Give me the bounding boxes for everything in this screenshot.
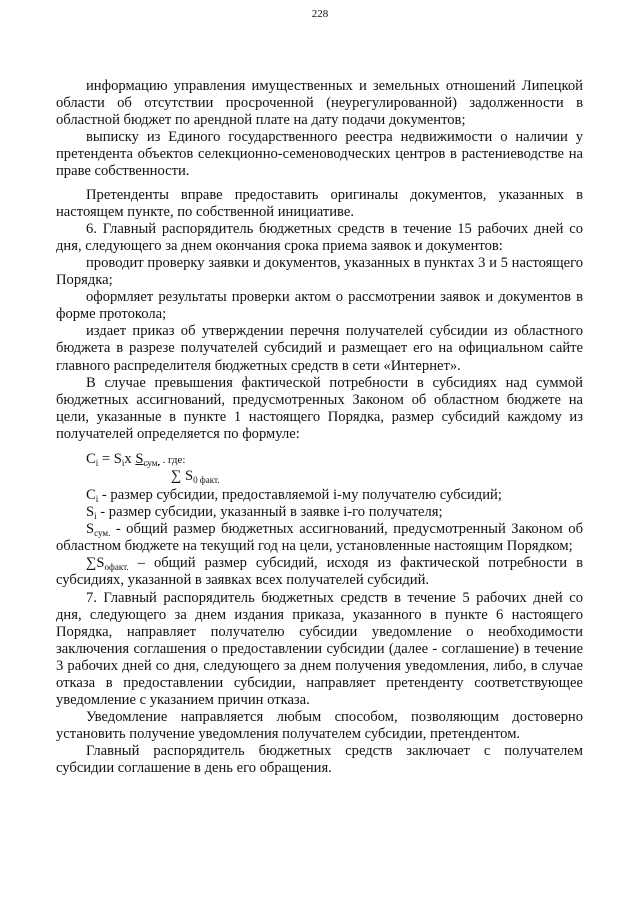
paragraph: В случае превышения фактической потребности в субсидиях над суммой бюджетных ассигнований, предусмотренных Законом об областном бюджете на цели, указанные в пункте 1 настоящего Порядка, размер субсидий каждому из получателей определяется по формуле:: [56, 374, 583, 442]
formula-numerator-line: [86, 451, 185, 469]
formula-numerator: $S_{сум.}$: [135, 450, 160, 468]
paragraph: Главный распорядитель бюджетных средств заключает с получателем субсидии соглашение в день его обращения.: [56, 743, 583, 777]
formula-times: x: [124, 450, 136, 467]
paragraph: 7. Главный распорядитель бюджетных средств в течение 5 рабочих дней со дня, следующего за днем издания приказа, указанного в пункте 6 настоящего Порядка, направляет получателю субсидии уведомление о необходимости заключения соглашения о предоставлении субсидии (далее - соглашение) в течение 3 рабочих дней со дня, следующего за днем получения уведомления, либо, в случае отказа в предоставлении субсидии, направляет претенденту соответствующее уведомление с указанием причин отказа.: [56, 589, 583, 709]
formula-lhs: C: [86, 450, 96, 467]
formula-denominator: ∑ $S_{0 факт.}$: [171, 467, 220, 485]
definition: $S_i$ - размер субсидии, указанный в заявке i-го получателя;: [86, 504, 443, 522]
paragraph: 6. Главный распорядитель бюджетных средств в течение 15 рабочих дней со дня, следующего за днем окончания срока приема заявок и документов:: [56, 220, 583, 254]
paragraph: Уведомление направляется любым способом, позволяющим достоверно установить получение уведомления получателем субсидии, претендентом.: [56, 709, 583, 743]
page-body: [56, 78, 583, 778]
formula-lhs-sub: i: [95, 457, 99, 468]
page-number: 228: [311, 8, 329, 20]
paragraph: издает приказ об утверждении перечня получателей субсидии из областного бюджета в разрезе получателей субсидий и размещает его на официальном сайте главного распределителя бюджетных средств в сети «Интернет».: [56, 323, 583, 374]
definition: $S_{сум.}$ - общий размер бюджетных ассигнований, предусмотренный Законом об областном бюджете на текущий год на цели, установленные настоящим Порядком;: [56, 521, 583, 555]
definition: $\sum S_{офакт.}$ – общий размер субсидий, исходя из фактической потребности в субсидиях, указанной в заявках всех получателей субсидий.: [56, 555, 583, 589]
formula-s-sub: i: [121, 457, 125, 468]
paragraph: выписку из Единого государственного реестра недвижимости о наличии у претендента объектов селекционно-семеноводческих центров в растениеводстве на праве собственности.: [56, 129, 583, 180]
definition: $C_i$ - размер субсидии, предоставляемой i-му получателю субсидий;: [86, 486, 502, 504]
paragraph: оформляет результаты проверки актом о рассмотрении заявок и документов в форме протокола;: [56, 289, 583, 323]
paragraph: проводит проверку заявки и документов, указанных в пунктах 3 и 5 настоящего Порядка;: [56, 254, 583, 289]
paragraph: информацию управления имущественных и земельных отношений Липецкой области об отсутствии просроченной (неурегулированной) задолженности в областной бюджет по арендной плате на дату подачи документов;: [56, 78, 583, 129]
formula-trail: . где:: [159, 453, 186, 466]
paragraph: Претенденты вправе предоставить оригиналы документов, указанных в настоящем пункте, по собственной инициативе.: [56, 186, 583, 220]
formula-eq: = S: [98, 450, 122, 467]
subsidy-formula: [86, 451, 583, 487]
